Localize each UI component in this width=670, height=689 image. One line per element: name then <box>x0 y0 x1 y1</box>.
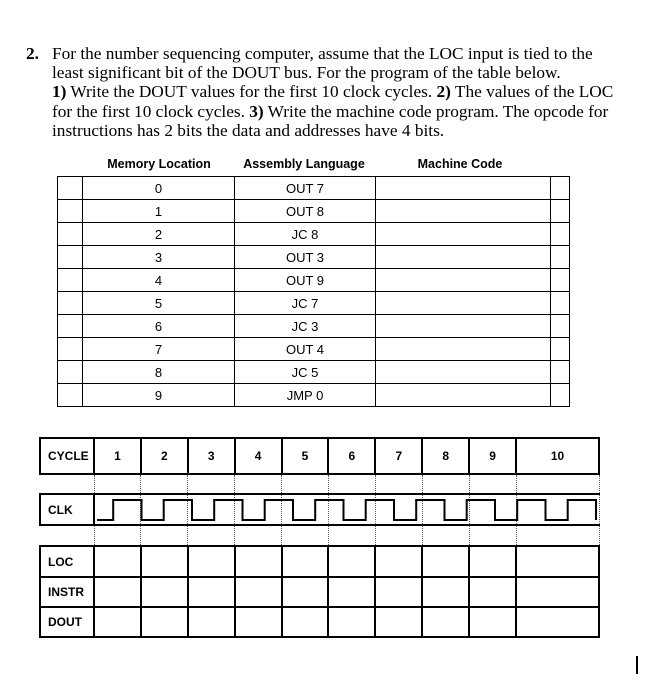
spacer-cell <box>469 525 516 546</box>
program-row <box>58 315 570 338</box>
part-3-number: 3) <box>249 101 264 121</box>
clock-waveform <box>93 496 598 526</box>
row-blank-right <box>551 269 570 292</box>
instr-row <box>40 577 599 607</box>
row-blank-right <box>551 384 570 407</box>
dout-cell[interactable] <box>94 607 141 637</box>
spacer-cell <box>282 474 329 494</box>
assembly-cell: OUT 4 <box>235 338 376 361</box>
row-blank-right <box>551 361 570 384</box>
row-blank-left <box>58 338 83 361</box>
row-blank-right <box>551 338 570 361</box>
cycle-label: CYCLE <box>40 438 94 474</box>
assembly-cell: OUT 9 <box>235 269 376 292</box>
instr-cell[interactable] <box>328 577 375 607</box>
spacer-cell <box>375 474 422 494</box>
cycle-number: 5 <box>282 438 329 474</box>
row-blank-right <box>551 246 570 269</box>
cycle-number: 6 <box>328 438 375 474</box>
question-line-3 <box>52 82 616 101</box>
assembly-cell: OUT 8 <box>235 200 376 223</box>
dout-cell[interactable] <box>282 607 329 637</box>
clk-label: CLK <box>40 494 94 525</box>
row-blank-left <box>58 361 83 384</box>
cycle-number: 1 <box>94 438 141 474</box>
spacer-cell <box>375 525 422 546</box>
spacer-cell <box>40 525 94 546</box>
dout-cell[interactable] <box>235 607 282 637</box>
program-row <box>58 384 570 407</box>
part-3-text: Write the machine code program. The opcode for <box>263 101 609 121</box>
loc-cell[interactable] <box>469 546 516 577</box>
instr-cell[interactable] <box>375 577 422 607</box>
loc-cell[interactable] <box>422 546 469 577</box>
loc-label: LOC <box>40 546 94 577</box>
program-row <box>58 361 570 384</box>
spacer-cell <box>328 525 375 546</box>
memory-location-cell: 5 <box>83 292 235 315</box>
loc-cell[interactable] <box>328 546 375 577</box>
instr-cell[interactable] <box>94 577 141 607</box>
part-1-number: 1) <box>52 82 67 102</box>
spacer-cell <box>422 525 469 546</box>
loc-cell[interactable] <box>235 546 282 577</box>
row-blank-right <box>551 223 570 246</box>
spacer-cell <box>422 474 469 494</box>
assembly-cell: JC 3 <box>235 315 376 338</box>
dout-cell[interactable] <box>516 607 599 637</box>
instr-cell[interactable] <box>282 577 329 607</box>
spacer-cell <box>516 525 599 546</box>
machine-code-cell[interactable] <box>376 246 551 269</box>
dout-row <box>40 607 599 637</box>
instr-cell[interactable] <box>469 577 516 607</box>
program-row <box>58 246 570 269</box>
dout-cell[interactable] <box>422 607 469 637</box>
cycle-number: 2 <box>141 438 188 474</box>
cycle-number: 10 <box>516 438 599 474</box>
spacer-cell <box>516 474 599 494</box>
spacer-cell <box>469 474 516 494</box>
question-line-5: instructions has 2 bits the data and addresses have 4 bits. <box>52 120 445 140</box>
machine-code-cell[interactable] <box>376 177 551 200</box>
memory-location-cell: 6 <box>83 315 235 338</box>
spacer-cell <box>94 474 141 494</box>
header-machine-code: Machine Code <box>417 157 503 171</box>
cycle-number: 3 <box>188 438 235 474</box>
row-blank-left <box>58 223 83 246</box>
instr-cell[interactable] <box>235 577 282 607</box>
row-blank-left <box>58 315 83 338</box>
spacer-cell <box>94 525 141 546</box>
assembly-cell: JC 7 <box>235 292 376 315</box>
assembly-cell: OUT 3 <box>235 246 376 269</box>
loc-cell[interactable] <box>516 546 599 577</box>
text-cursor <box>636 656 638 674</box>
program-row <box>58 200 570 223</box>
cycle-number: 8 <box>422 438 469 474</box>
program-row <box>58 269 570 292</box>
row-blank-left <box>58 200 83 223</box>
spacer-cell <box>235 474 282 494</box>
instr-cell[interactable] <box>141 577 188 607</box>
row-blank-left <box>58 269 83 292</box>
memory-location-cell: 7 <box>83 338 235 361</box>
part-2-text-cont: for the first 10 clock cycles. <box>52 101 250 121</box>
row-blank-right <box>551 292 570 315</box>
spacer-cell <box>188 525 235 546</box>
instr-cell[interactable] <box>422 577 469 607</box>
machine-code-cell[interactable] <box>376 315 551 338</box>
spacer-cell <box>141 474 188 494</box>
dout-cell[interactable] <box>188 607 235 637</box>
question-number: 2. <box>26 44 39 63</box>
spacer-cell <box>328 474 375 494</box>
dout-cell[interactable] <box>328 607 375 637</box>
loc-cell[interactable] <box>375 546 422 577</box>
memory-location-cell: 2 <box>83 223 235 246</box>
part-1-text: Write the DOUT values for the first 10 clock cycles. <box>66 82 437 102</box>
row-blank-left <box>58 292 83 315</box>
instr-label: INSTR <box>40 577 94 607</box>
program-row <box>58 223 570 246</box>
header-memory-location: Memory Location <box>107 157 211 171</box>
machine-code-cell[interactable] <box>376 361 551 384</box>
memory-location-cell: 3 <box>83 246 235 269</box>
spacer-cell <box>282 525 329 546</box>
memory-location-cell: 8 <box>83 361 235 384</box>
question-line-4 <box>52 102 616 121</box>
question-line-1: For the number sequencing computer, assume that the LOC input is tied to the <box>52 44 593 63</box>
row-blank-right <box>551 315 570 338</box>
instr-cell[interactable] <box>516 577 599 607</box>
loc-cell[interactable] <box>141 546 188 577</box>
cycle-number: 7 <box>375 438 422 474</box>
assembly-cell: JMP 0 <box>235 384 376 407</box>
machine-code-cell[interactable] <box>376 384 551 407</box>
clock-signal-line <box>97 500 596 520</box>
program-table <box>57 176 570 407</box>
question-line-2: least significant bit of the DOUT bus. For the program of the table below. <box>52 63 561 83</box>
memory-location-cell: 1 <box>83 200 235 223</box>
assembly-cell: OUT 7 <box>235 177 376 200</box>
row-blank-left <box>58 246 83 269</box>
program-row <box>58 177 570 200</box>
loc-cell[interactable] <box>282 546 329 577</box>
machine-code-cell[interactable] <box>376 223 551 246</box>
machine-code-cell[interactable] <box>376 292 551 315</box>
machine-code-cell[interactable] <box>376 338 551 361</box>
assembly-cell: JC 8 <box>235 223 376 246</box>
instr-cell[interactable] <box>188 577 235 607</box>
dout-cell[interactable] <box>375 607 422 637</box>
loc-row <box>40 546 599 577</box>
program-row <box>58 338 570 361</box>
dout-cell[interactable] <box>469 607 516 637</box>
machine-code-cell[interactable] <box>376 269 551 292</box>
assembly-cell: JC 5 <box>235 361 376 384</box>
row-blank-right <box>551 177 570 200</box>
timing-table <box>39 437 600 638</box>
spacer-row <box>40 525 599 546</box>
spacer-row <box>40 474 599 494</box>
loc-cell[interactable] <box>188 546 235 577</box>
cycle-number: 4 <box>235 438 282 474</box>
loc-cell[interactable] <box>94 546 141 577</box>
part-2-text: The values of the LOC <box>450 82 614 102</box>
machine-code-cell[interactable] <box>376 200 551 223</box>
dout-cell[interactable] <box>141 607 188 637</box>
spacer-cell <box>40 474 94 494</box>
memory-location-cell: 9 <box>83 384 235 407</box>
program-row <box>58 292 570 315</box>
part-2-number: 2) <box>436 82 451 102</box>
row-blank-left <box>58 177 83 200</box>
spacer-cell <box>235 525 282 546</box>
dout-label: DOUT <box>40 607 94 637</box>
header-assembly-language: Assembly Language <box>243 157 365 171</box>
memory-location-cell: 0 <box>83 177 235 200</box>
cycle-row <box>40 438 599 474</box>
row-blank-right <box>551 200 570 223</box>
memory-location-cell: 4 <box>83 269 235 292</box>
cycle-number: 9 <box>469 438 516 474</box>
spacer-cell <box>188 474 235 494</box>
spacer-cell <box>141 525 188 546</box>
row-blank-left <box>58 384 83 407</box>
question-text <box>26 44 616 140</box>
